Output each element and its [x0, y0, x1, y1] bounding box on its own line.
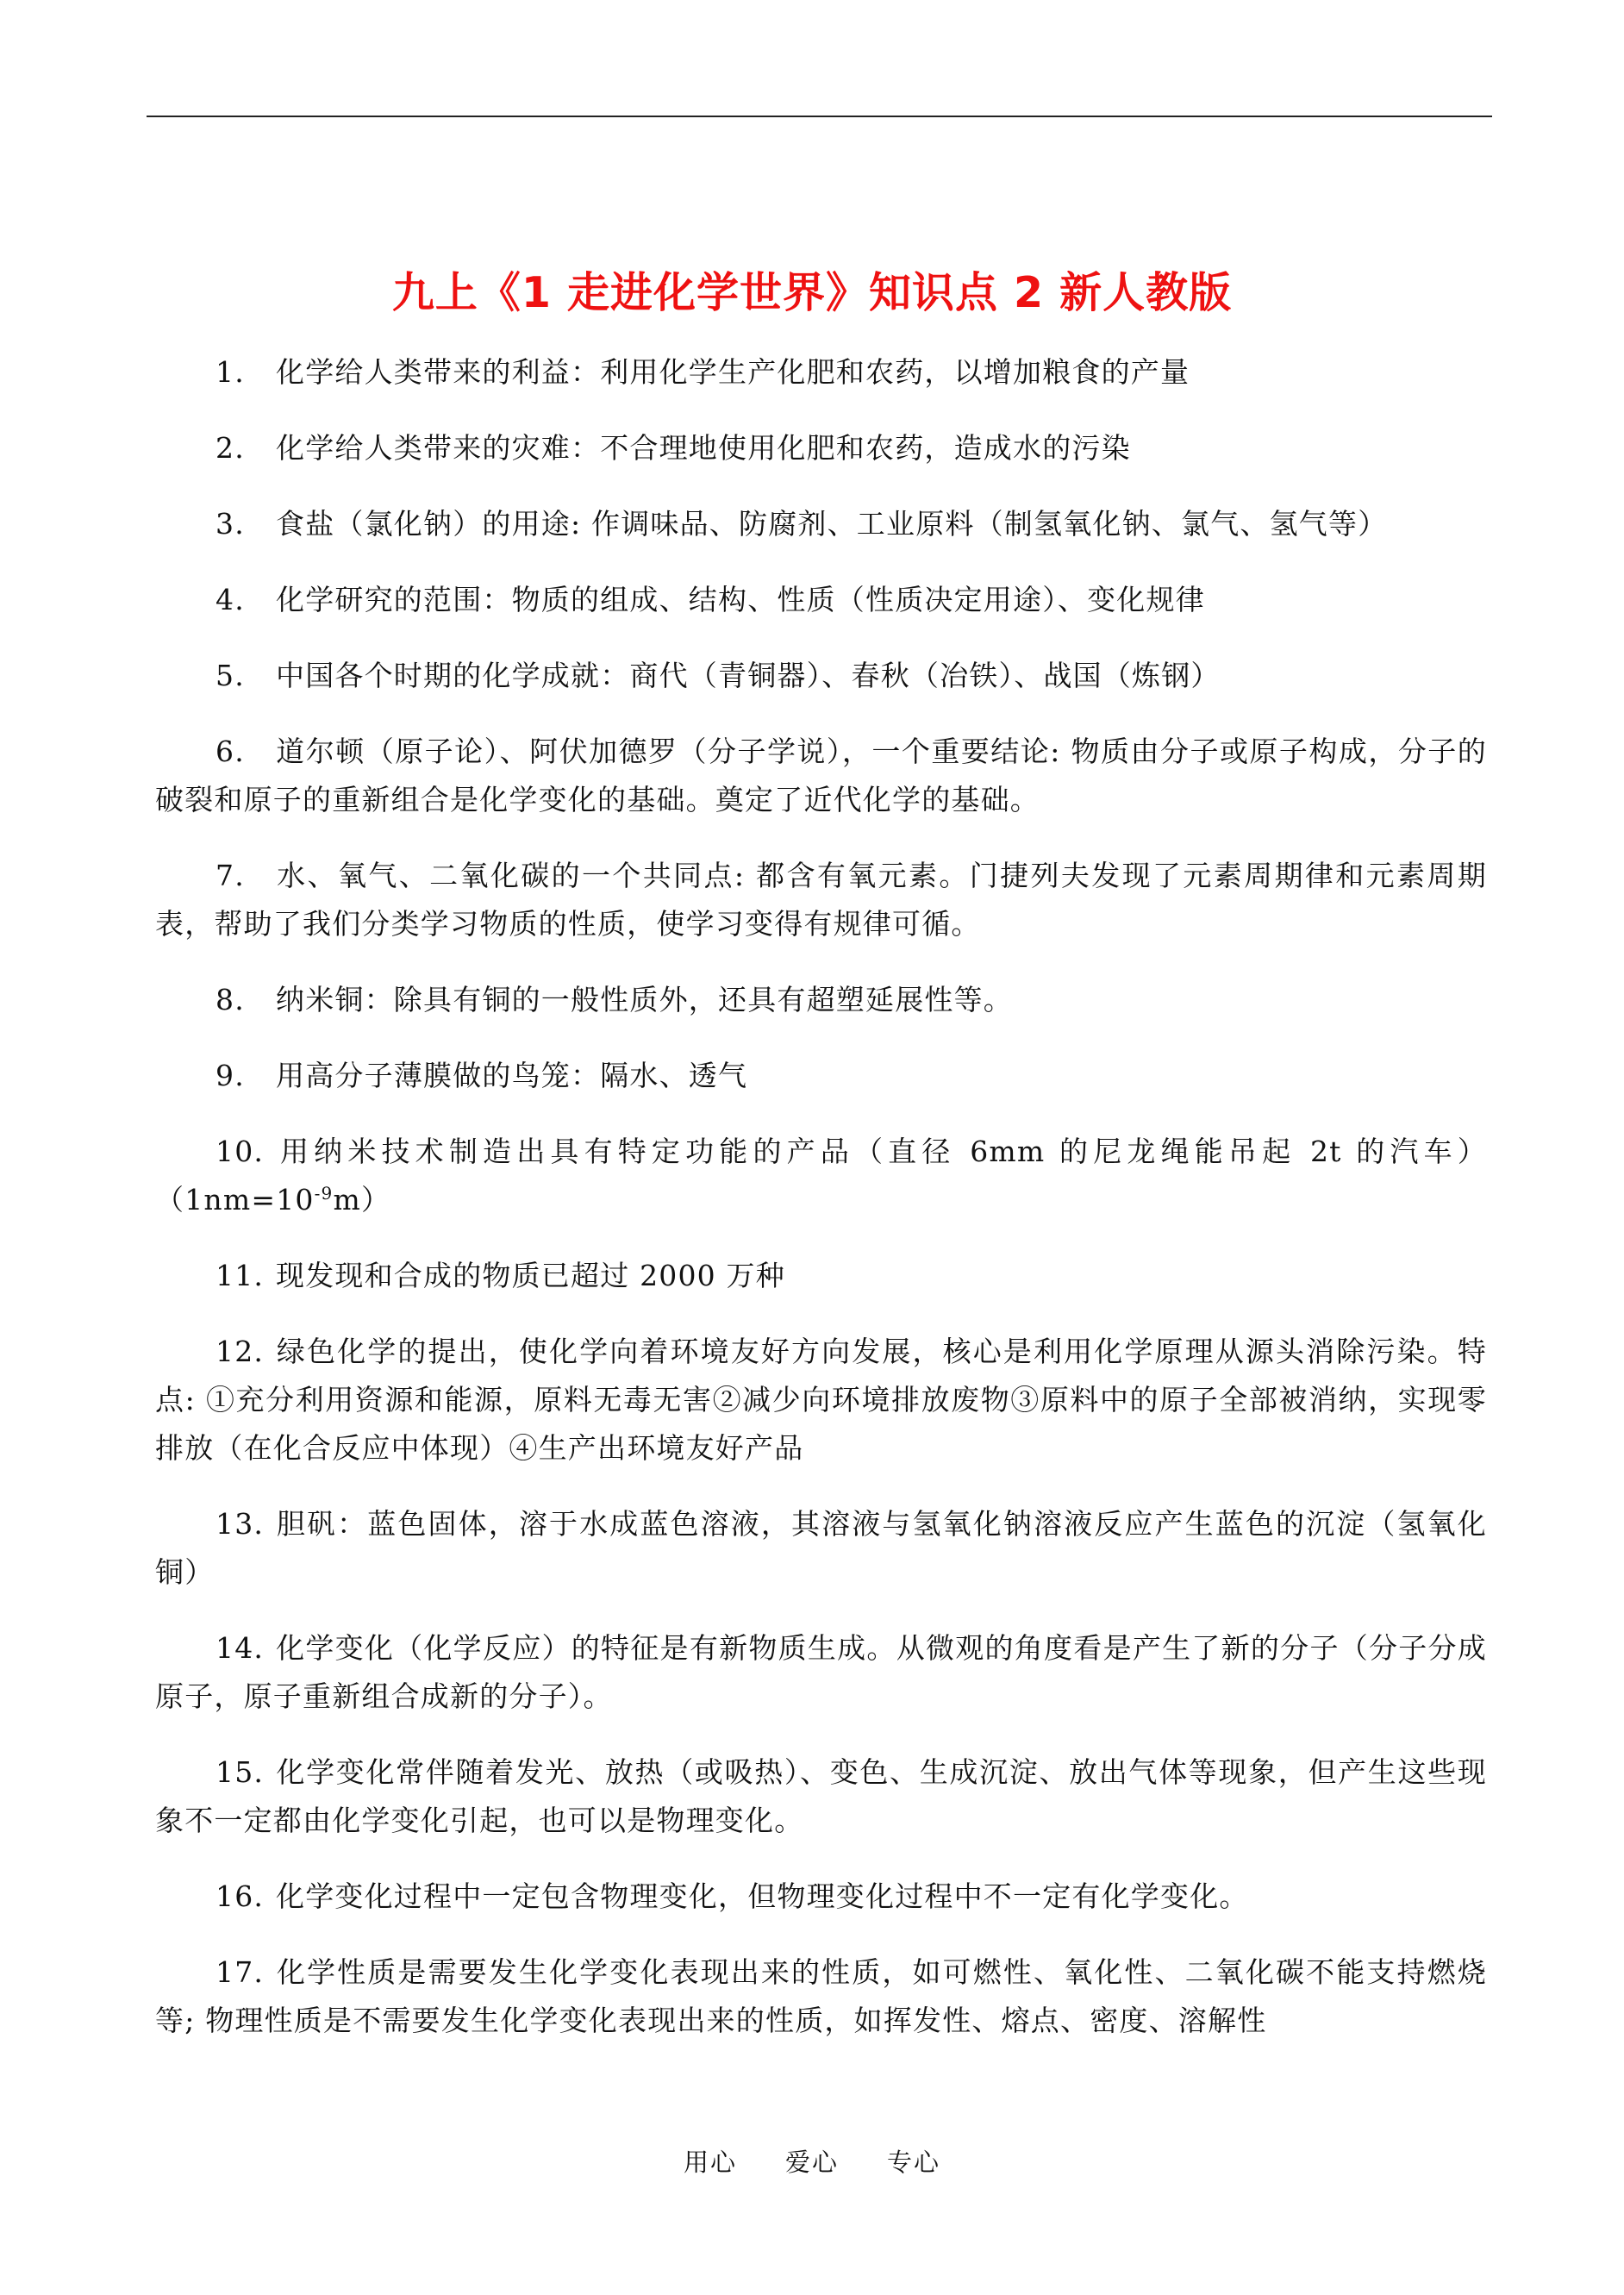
knowledge-list — [155, 348, 1487, 2045]
list-item-14 — [155, 1624, 1487, 1721]
list-item-17 — [155, 1948, 1487, 2045]
item-number: 10. — [215, 1135, 265, 1168]
page-footer — [0, 2143, 1624, 2179]
item-number: 14. — [215, 1631, 265, 1665]
item-number: 11. — [215, 1259, 265, 1292]
item-number: 8. — [215, 983, 245, 1016]
item-text: 绿色化学的提出，使化学向着环境友好方向发展，核心是利用化学原理从源头消除污染。特点: ①充分利用资源和能源，原料无毒无害②减少向环境排放废物③原料中的原子全部被消纳，实现零排放（在化合反应中体现）④生产出环境友好产品 — [155, 1335, 1487, 1465]
item-text: 中国各个时期的化学成就：商代（青铜器）、春秋（冶铁）、战国（炼钢） — [276, 659, 1221, 692]
list-item-2 — [155, 424, 1487, 472]
item-number: 5. — [215, 659, 245, 692]
footer-motto-2: 爱心 — [784, 2148, 839, 2177]
item-number: 16. — [215, 1879, 265, 1913]
list-item-9 — [155, 1052, 1487, 1100]
item-text: 化学变化（化学反应）的特征是有新物质生成。从微观的角度看是产生了新的分子（分子分成原子，原子重新组合成新的分子）。 — [155, 1631, 1487, 1713]
item-text: 用纳米技术制造出具有特定功能的产品（直径 6mm 的尼龙绳能吊起 2t 的汽车）（1nm=10 — [155, 1135, 1487, 1216]
item-number: 15. — [215, 1755, 265, 1789]
item-number: 12. — [215, 1335, 265, 1368]
header-rule — [147, 116, 1492, 117]
list-item-4 — [155, 576, 1487, 624]
item-number: 2. — [215, 431, 245, 465]
item-text: 道尔顿（原子论）、阿伏加德罗（分子学说），一个重要结论: 物质由分子或原子构成，分子的破裂和原子的重新组合是化学变化的基础。奠定了近代化学的基础。 — [155, 735, 1487, 816]
item-text: 化学性质是需要发生化学变化表现出来的性质，如可燃性、氧化性、二氧化碳不能支持燃烧等; 物理性质是不需要发生化学变化表现出来的性质，如挥发性、熔点、密度、溶解性 — [155, 1955, 1487, 2037]
list-item-3 — [155, 500, 1487, 548]
item-number: 1. — [215, 355, 245, 389]
list-item-7 — [155, 852, 1487, 948]
item-number: 7. — [215, 859, 245, 892]
item-text: 化学变化常伴随着发光、放热（或吸热）、变色、生成沉淀、放出气体等现象，但产生这些现象不一定都由化学变化引起，也可以是物理变化。 — [155, 1755, 1487, 1837]
footer-motto-3: 专心 — [887, 2148, 941, 2177]
item-text: 现发现和合成的物质已超过 2000 万种 — [276, 1259, 785, 1292]
item-text: 用高分子薄膜做的鸟笼：隔水、透气 — [276, 1059, 748, 1092]
item-text: 胆矾：蓝色固体，溶于水成蓝色溶液，其溶液与氢氧化钠溶液反应产生蓝色的沉淀（氢氧化铜） — [155, 1507, 1487, 1589]
list-item-11 — [155, 1252, 1487, 1300]
item-text: 食盐（氯化钠）的用途: 作调味品、防腐剂、工业原料（制氢氧化钠、氯气、氢气等） — [276, 507, 1388, 541]
item-text: 纳米铜：除具有铜的一般性质外，还具有超塑延展性等。 — [276, 983, 1013, 1016]
item-number: 9. — [215, 1059, 245, 1092]
item-number: 13. — [215, 1507, 265, 1541]
list-item-13 — [155, 1500, 1487, 1597]
item-number: 6. — [215, 735, 245, 768]
item-text: 化学研究的范围：物质的组成、结构、性质（性质决定用途）、变化规律 — [276, 583, 1205, 616]
page-title: 九上《1 走进化学世界》知识点 2 新人教版 — [391, 267, 1233, 317]
list-item-5 — [155, 652, 1487, 700]
item-number: 17. — [215, 1955, 265, 1989]
list-item-8 — [155, 976, 1487, 1024]
list-item-6 — [155, 728, 1487, 824]
item-text: 化学变化过程中一定包含物理变化，但物理变化过程中不一定有化学变化。 — [276, 1879, 1249, 1913]
item-text-tail: m） — [333, 1183, 391, 1216]
footer-motto-1: 用心 — [683, 2148, 737, 2177]
item-number: 4. — [215, 583, 245, 616]
list-item-12 — [155, 1328, 1487, 1473]
list-item-1 — [155, 348, 1487, 397]
list-item-16 — [155, 1873, 1487, 1921]
item-number: 3. — [215, 507, 245, 541]
list-item-10 — [155, 1128, 1487, 1224]
item-text: 水、氧气、二氧化碳的一个共同点: 都含有氧元素。门捷列夫发现了元素周期律和元素周期表，帮助了我们分类学习物质的性质，使学习变得有规律可循。 — [155, 859, 1487, 941]
list-item-15 — [155, 1748, 1487, 1845]
item-text: 化学给人类带来的灾难：不合理地使用化肥和农药，造成水的污染 — [276, 431, 1131, 465]
item-text: 化学给人类带来的利益：利用化学生产化肥和农药，以增加粮食的产量 — [276, 355, 1190, 389]
exponent: -9 — [314, 1183, 334, 1204]
